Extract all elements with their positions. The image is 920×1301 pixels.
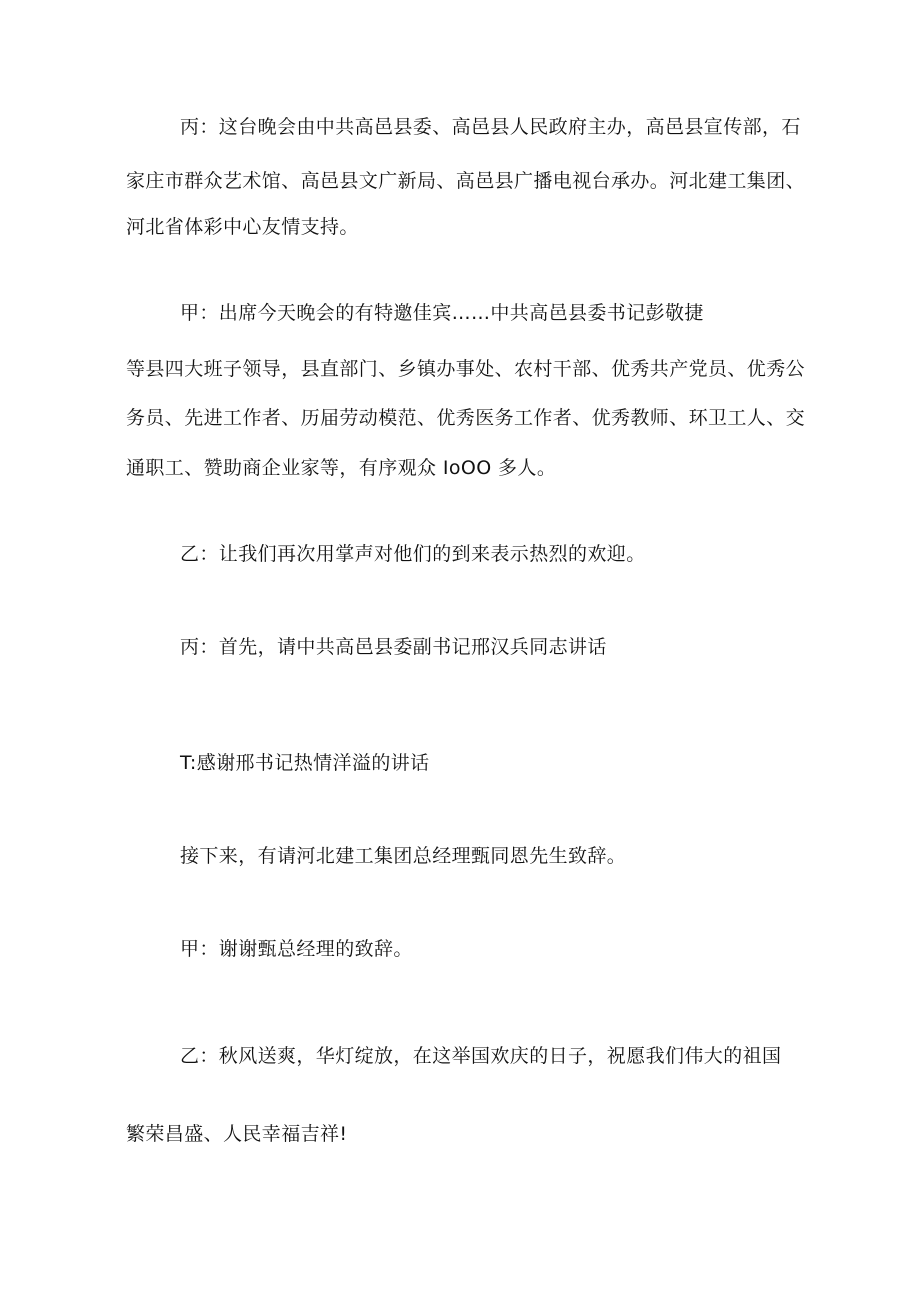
paragraph-1-line-1: 丙：这台晚会由中共高邑县委、高邑县人民政府主办，高邑县宣传部，石 bbox=[180, 116, 801, 138]
paragraph-1-line-2: 家庄市群众艺术馆、高邑县文广新局、高邑县广播电视台承办。河北建工集团、 bbox=[126, 170, 806, 192]
paragraph-8-line-2: 繁荣昌盛、人民幸福吉祥! bbox=[126, 1123, 348, 1145]
paragraph-2-line-4: 通职工、赞助商企业家等，有序观众 IoOO 多人。 bbox=[126, 457, 557, 479]
paragraph-6: 接下来，有请河北建工集团总经理甄同恩先生致辞。 bbox=[180, 845, 627, 867]
paragraph-1-line-3: 河北省体彩中心友情支持。 bbox=[126, 216, 359, 238]
paragraph-4: 丙：首先，请中共高邑县委副书记邢汉兵同志讲话 bbox=[180, 636, 607, 658]
paragraph-5: T:感谢邢书记热情洋溢的讲话 bbox=[180, 752, 430, 774]
paragraph-7: 甲：谢谢甄总经理的致辞。 bbox=[180, 938, 413, 960]
paragraph-2-line-1: 甲：出席今天晚会的有特邀佳宾……中共高邑县委书记彭敬捷 bbox=[180, 302, 704, 324]
paragraph-8-line-1: 乙：秋风送爽，华灯绽放，在这举国欢庆的日子，祝愿我们伟大的祖国 bbox=[180, 1045, 782, 1067]
paragraph-3: 乙：让我们再次用掌声对他们的到来表示热烈的欢迎。 bbox=[180, 543, 646, 565]
paragraph-2-line-3: 务员、先进工作者、历届劳动模范、优秀医务工作者、优秀教师、环卫工人、交 bbox=[126, 407, 806, 429]
paragraph-2-line-2: 等县四大班子领导，县直部门、乡镇办事处、农村干部、优秀共产党员、优秀公 bbox=[126, 358, 806, 380]
